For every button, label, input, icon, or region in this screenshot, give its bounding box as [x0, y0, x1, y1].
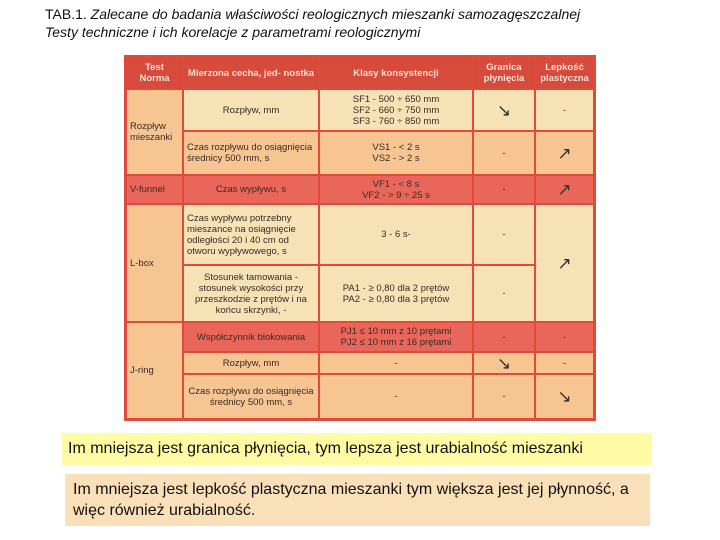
class-jring-dash-2: - [320, 375, 472, 418]
class-vs1: VS1 - < 2 s [372, 142, 420, 153]
test-jring: J-ring [127, 323, 182, 418]
header-classes: Klasy konsystencji [320, 58, 472, 88]
header-feature: Mierzona cecha, jed- nostka [184, 58, 318, 88]
class-vf1: VF1 - < 8 s [372, 178, 420, 190]
yield-row-5: - [474, 266, 534, 321]
yield-stress-note: Im mniejsza jest granica płynięcia, tym lepsza jest urabialność mieszanki [62, 433, 652, 465]
class-sf2: SF2 - 660 ÷ 750 mm [352, 104, 440, 116]
feature-rozplyw-mm: Rozpływ, mm [184, 90, 318, 130]
header-viscosity: Lepkość plastyczna [536, 58, 593, 88]
classes-pj [320, 323, 472, 351]
class-pa2: PA2 - ≥ 0,80 dla 3 prętów [342, 293, 450, 305]
rheology-table [124, 55, 596, 421]
yield-row-1: ↘ [474, 90, 534, 130]
viscosity-row-2: ↗ [536, 132, 593, 174]
test-vfunnel: V-funnel [127, 176, 182, 203]
class-pa1: PA1 - ≥ 0,80 dla 2 prętów [342, 282, 450, 294]
class-pj2: PJ2 ≤ 10 mm z 16 prętami [340, 337, 452, 348]
viscosity-row-6: - [536, 323, 593, 351]
viscosity-row-7: - [536, 353, 593, 373]
test-rozplyw: Rozpływ mieszanki [127, 90, 182, 174]
feature-jring-czas: Czas rozpływu do osiągnięcia średnicy 500 mm, s [184, 375, 318, 418]
viscosity-row-1: - [536, 90, 593, 130]
header-test: Test Norma [127, 58, 182, 88]
viscosity-row-8: ↘ [536, 375, 593, 418]
class-vf2: VF2 - > 9 ÷ 25 s [362, 189, 430, 201]
classes-pa [320, 266, 472, 321]
plastic-viscosity-note: Im mniejsza jest lepkość plastyczna mieszanki tym większa jest jej płynność, a więc również urabialność. [65, 474, 650, 526]
yield-row-6: - [474, 323, 534, 351]
yield-row-8: - [474, 375, 534, 418]
feature-stosunek-tamowania: Stosunek tamowania - stosunek wysokości przy przeszkodzie z prętów i na końcu skrzynki, - [184, 266, 318, 321]
header-yield: Granica płynięcia [474, 58, 534, 88]
caption-line-2: Testy techniczne i ich korelacje z parametrami reologicznymi [45, 24, 421, 40]
feature-wspolczynnik-blokowania: Współczynnik blokowania [184, 323, 318, 351]
class-sf3: SF3 - 760 ÷ 850 mm [352, 115, 440, 127]
viscosity-row-4-5: ↗ [536, 205, 593, 321]
yield-row-3: - [474, 176, 534, 203]
feature-czas-rozplywu: Czas rozpływu do osiągnięcia średnicy 500 mm, s [184, 132, 318, 174]
class-sf1: SF1 - 500 ÷ 650 mm [352, 93, 440, 105]
yield-row-7: ↘ [474, 353, 534, 373]
class-vs2: VS2 - > 2 s [372, 153, 420, 164]
classes-vs [320, 132, 472, 174]
class-pj1: PJ1 ≤ 10 mm z 10 prętami [340, 326, 452, 337]
feature-czas-wyplywu: Czas wypływu, s [184, 176, 318, 203]
feature-jring-rozplyw: Rozpływ, mm [184, 353, 318, 373]
viscosity-row-3: ↗ [536, 176, 593, 203]
feature-lbox-time: Czas wypływu potrzebny mieszance na osiągnięcie odległości 20 i 40 cm od otworu wypływowego, s [184, 205, 318, 264]
class-jring-dash-1: - [320, 353, 472, 373]
caption-line-1: TAB.1. Zalecane do badania właściwości reologicznych mieszanki samozagęszczalnej [45, 6, 581, 22]
class-lbox: 3 - 6 s- [320, 205, 472, 264]
classes-vf [320, 176, 472, 203]
yield-row-4: - [474, 205, 534, 264]
test-lbox: L-box [127, 205, 182, 321]
classes-sf [320, 90, 472, 130]
yield-row-2: - [474, 132, 534, 174]
